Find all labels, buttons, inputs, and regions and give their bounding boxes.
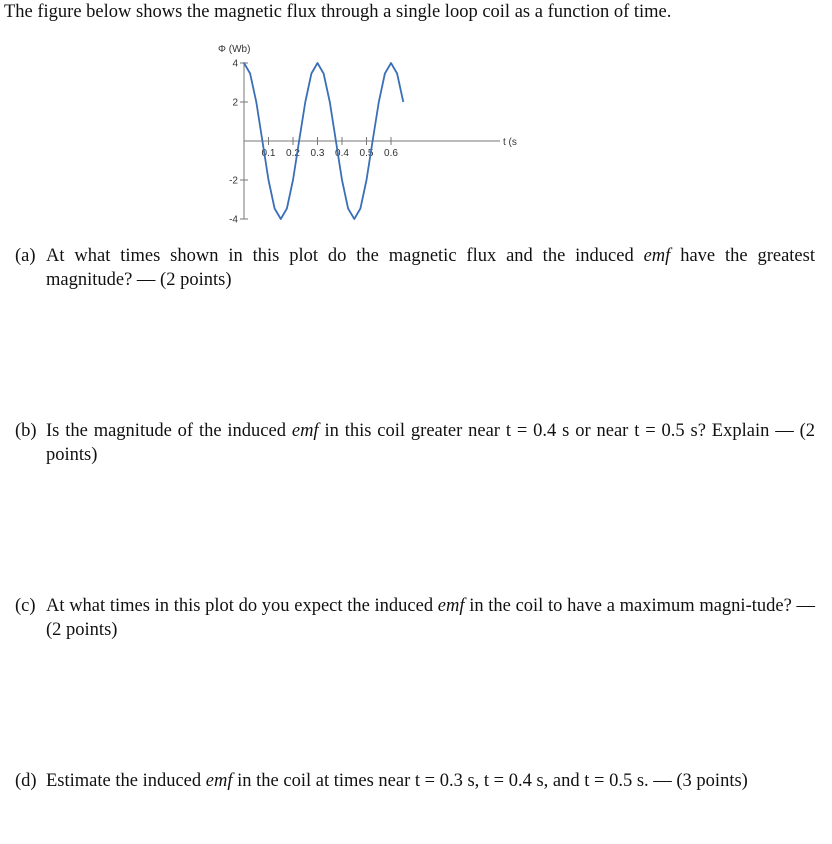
flux-chart: [200, 34, 520, 224]
question-d-post: in the coil at times near t = 0.3 s, t = 0.4 s, and t = 0.5 s. — (3 points): [232, 771, 748, 791]
question-c-text: [46, 594, 815, 642]
x-tick-label: 0.6: [384, 148, 398, 159]
question-b-label: (b): [15, 421, 37, 441]
question-a-post: have the greatest magnitude? — (2 points): [46, 246, 815, 290]
y-tick-label: -4: [229, 214, 238, 224]
question-c-post: in the coil to have a maximum magni-tude? — (2 points): [46, 596, 815, 640]
y-tick-label: -2: [229, 175, 238, 187]
question-a-label: (a): [15, 246, 36, 266]
question-b-post: in this coil greater near t = 0.4 s or near t = 0.5 s? Explain — (2 points): [46, 421, 815, 465]
question-d: [15, 769, 815, 793]
x-tick-label: 0.4: [335, 148, 349, 159]
x-tick-label: 0.2: [286, 148, 300, 159]
question-c-emf: emf: [437, 596, 465, 616]
y-axis-label: Φ (Wb): [218, 44, 251, 55]
question-a-text: [46, 244, 815, 292]
question-c-label: (c): [15, 596, 36, 616]
question-d-pre: Estimate the induced: [46, 771, 206, 791]
question-d-text: [46, 769, 815, 793]
x-tick-label: 0.5: [359, 148, 374, 159]
intro-text: The figure below shows the magnetic flux through a single loop coil as a function of time.: [4, 2, 672, 22]
flux-chart-svg: [200, 34, 520, 224]
question-b: [15, 419, 815, 467]
x-tick-label: 0.1: [261, 148, 276, 159]
x-axis-label: t (s: [503, 137, 517, 148]
question-d-emf: emf: [205, 771, 233, 791]
y-tick-label: 4: [232, 58, 238, 70]
question-c: [15, 594, 815, 642]
question-b-text: [46, 419, 815, 467]
question-a-pre: At what times shown in this plot do the magnetic flux and the induced: [46, 246, 644, 266]
question-a-emf: emf: [643, 246, 671, 266]
question-c-pre: At what times in this plot do you expect the induced: [46, 596, 438, 616]
question-d-label: (d): [15, 771, 37, 791]
x-tick-label: 0.3: [310, 148, 325, 159]
y-tick-label: 2: [232, 97, 238, 109]
question-b-pre: Is the magnitude of the induced: [46, 421, 292, 441]
question-a: [15, 244, 815, 292]
question-b-emf: emf: [291, 421, 319, 441]
